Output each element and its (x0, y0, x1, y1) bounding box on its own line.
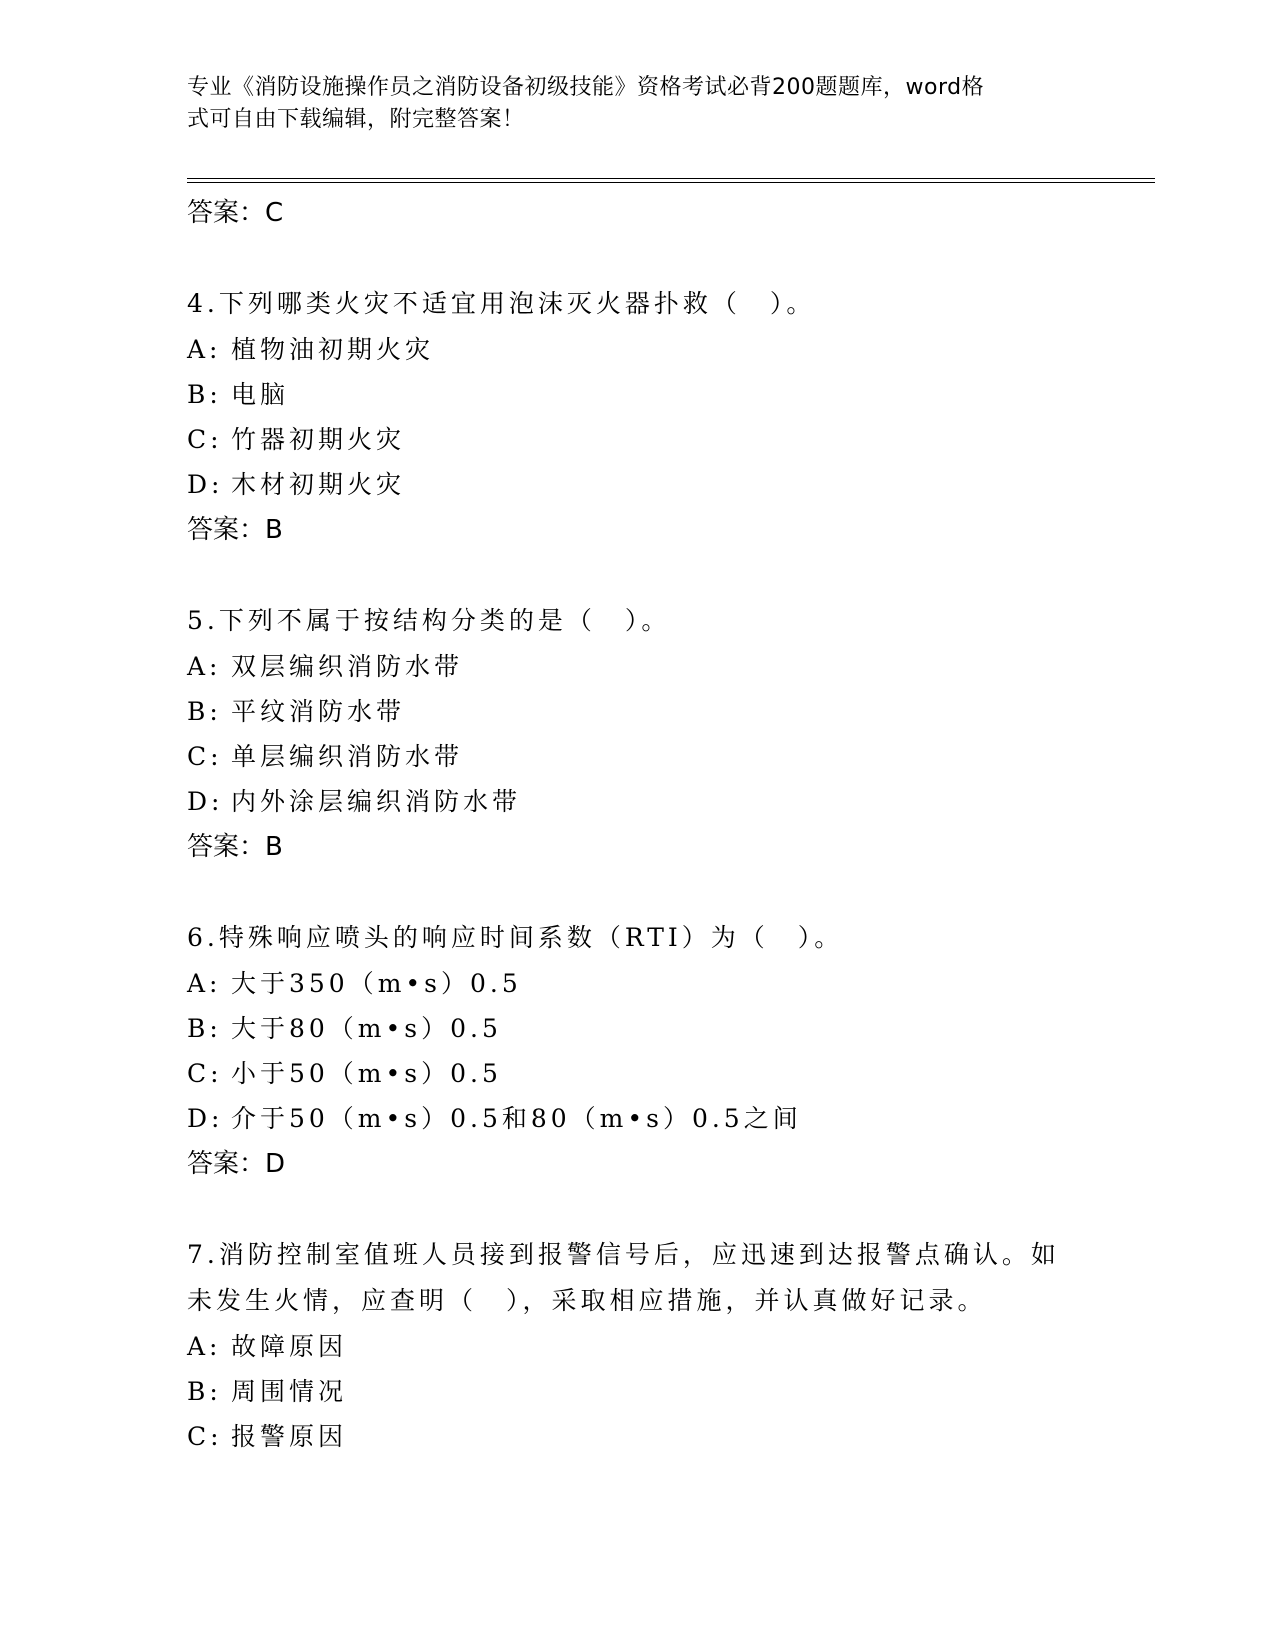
option-text: 大于80（m•s）0.5 (231, 1014, 502, 1043)
option-key: B: (187, 380, 222, 409)
option-key: C: (187, 1059, 223, 1088)
option-key: B: (187, 697, 222, 726)
option-key: C: (187, 742, 223, 771)
option-text: 故障原因 (231, 1332, 348, 1361)
option-text: 周围情况 (231, 1377, 348, 1406)
option-a (187, 961, 1127, 1006)
option-text: 平纹消防水带 (231, 697, 406, 726)
option-a (187, 327, 1127, 372)
option-text: 植物油初期火灾 (231, 335, 435, 364)
option-a (187, 644, 1127, 689)
page-header (187, 72, 1067, 136)
option-text: 报警原因 (231, 1422, 348, 1451)
option-key: C: (187, 1422, 223, 1451)
spacer (187, 553, 1127, 598)
option-text: 竹器初期火灾 (231, 425, 406, 454)
header-divider (187, 178, 1155, 179)
question-block (187, 1232, 1127, 1459)
option-text: 介于50（m•s）0.5和80（m•s）0.5之间 (231, 1104, 802, 1133)
option-d (187, 779, 1127, 824)
option-text: 双层编织消防水带 (231, 652, 464, 681)
option-text: 单层编织消防水带 (231, 742, 464, 771)
option-text: 大于350（m•s）0.5 (231, 969, 522, 998)
question-block (187, 598, 1127, 870)
option-d (187, 1096, 1127, 1141)
option-key: D: (187, 1104, 224, 1133)
question-block (187, 915, 1127, 1187)
option-d (187, 462, 1127, 507)
option-b (187, 1006, 1127, 1051)
spacer (187, 870, 1127, 915)
option-key: B: (187, 1014, 222, 1043)
header-divider (187, 182, 1155, 183)
option-key: D: (187, 470, 224, 499)
question-stem: 7.消防控制室值班人员接到报警信号后，应迅速到达报警点确认。如 (187, 1240, 1060, 1269)
option-text: 木材初期火灾 (231, 470, 406, 499)
answer-label: 答案：D (187, 1149, 286, 1179)
option-c (187, 417, 1127, 462)
option-key: A: (187, 335, 222, 364)
question-stem-continued: 未发生火情，应查明（ ），采取相应措施，并认真做好记录。 (187, 1286, 987, 1315)
question-list (187, 190, 1127, 1459)
answer-label: 答案：B (187, 832, 283, 862)
option-c (187, 1414, 1127, 1459)
option-key: A: (187, 1332, 222, 1361)
answer-label: 答案：C (187, 198, 284, 228)
header-line-2: 式可自由下载编辑，附完整答案！ (187, 107, 525, 132)
header-line-1: 专业《消防设施操作员之消防设备初级技能》资格考试必背200题题库，word格 (187, 75, 985, 100)
question-stem: 5.下列不属于按结构分类的是（ ）。 (187, 606, 671, 635)
option-key: B: (187, 1377, 222, 1406)
answer-label: 答案：B (187, 515, 283, 545)
option-b (187, 689, 1127, 734)
option-text: 小于50（m•s）0.5 (231, 1059, 502, 1088)
option-c (187, 1051, 1127, 1096)
spacer (187, 1187, 1127, 1232)
question-block (187, 281, 1127, 553)
question-stem: 6.特殊响应喷头的响应时间系数（RTI）为（ ）。 (187, 923, 844, 952)
option-text: 内外涂层编织消防水带 (231, 787, 522, 816)
option-key: D: (187, 787, 224, 816)
option-key: C: (187, 425, 223, 454)
option-a (187, 1324, 1127, 1369)
option-key: A: (187, 969, 222, 998)
option-b (187, 372, 1127, 417)
spacer (187, 236, 1127, 281)
option-text: 电脑 (231, 380, 290, 409)
option-b (187, 1369, 1127, 1414)
option-c (187, 734, 1127, 779)
question-stem: 4.下列哪类火灾不适宜用泡沫灭火器扑救（ ）。 (187, 289, 816, 318)
option-key: A: (187, 652, 222, 681)
